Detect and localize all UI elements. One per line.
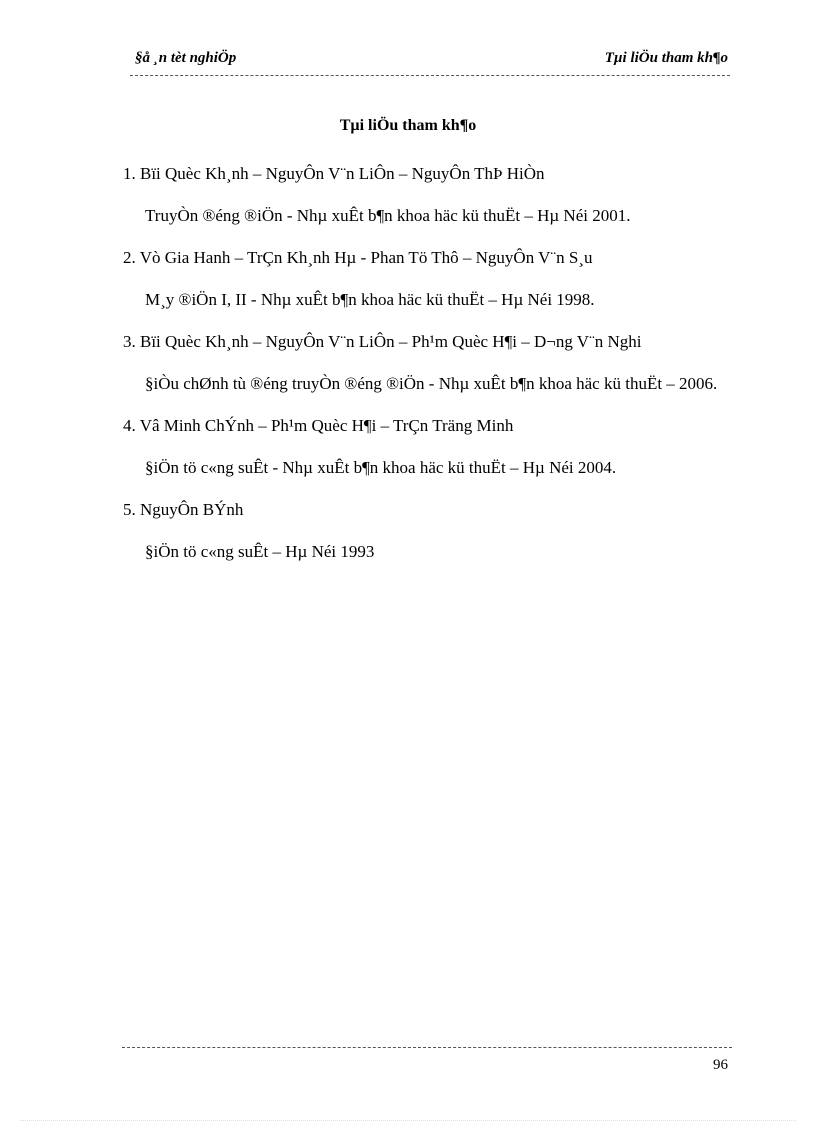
header-section-title: Tµi liÖu tham kh¶o <box>604 50 728 66</box>
page-number: 96 <box>713 1057 728 1073</box>
reference-item <box>123 160 730 230</box>
reference-item <box>123 244 730 314</box>
reference-authors: 4. Vâ Minh ChÝnh – Ph¹m Quèc H¶i – TrÇn Träng Minh <box>123 416 514 435</box>
reference-publication: TruyÒn ®éng ®iÖn - Nhµ xuÊt b¶n khoa häc kü thuËt – Hµ Néi 2001. <box>145 206 631 225</box>
page-bottom-edge <box>20 1120 796 1121</box>
reference-publication: §iÒu chØnh tù ®éng truyÒn ®éng ®iÖn - Nhµ xuÊt b¶n khoa häc kü thuËt – 2006. <box>145 374 718 393</box>
header-divider <box>130 75 730 76</box>
reference-list <box>123 160 730 580</box>
reference-authors: 2. Vò Gia Hanh – TrÇn Kh¸nh Hµ - Phan Tö Thô – NguyÔn V¨n S¸u <box>123 248 593 267</box>
reference-authors: 1. Bïi Quèc Kh¸nh – NguyÔn V¨n LiÔn – NguyÔn ThÞ HiÒn <box>123 164 545 183</box>
reference-publication: M¸y ®iÖn I, II - Nhµ xuÊt b¶n khoa häc kü thuËt – Hµ Néi 1998. <box>145 290 595 309</box>
reference-authors: 5. NguyÔn BÝnh <box>123 500 244 519</box>
header-document-type: §å ¸n tèt nghiÖp <box>135 50 237 66</box>
reference-publication: §iÖn tö c«ng suÊt – Hµ Néi 1993 <box>145 542 375 561</box>
reference-authors: 3. Bïi Quèc Kh¸nh – NguyÔn V¨n LiÔn – Ph¹m Quèc H¶i – D¬ng V¨n Nghi <box>123 332 642 351</box>
reference-item <box>123 328 730 398</box>
reference-item <box>123 412 730 482</box>
reference-publication: §iÖn tö c«ng suÊt - Nhµ xuÊt b¶n khoa häc kü thuËt – Hµ Néi 2004. <box>145 458 617 477</box>
page-title: Tµi liÖu tham kh¶o <box>339 117 477 134</box>
reference-item <box>123 496 730 566</box>
footer-divider <box>122 1047 732 1048</box>
